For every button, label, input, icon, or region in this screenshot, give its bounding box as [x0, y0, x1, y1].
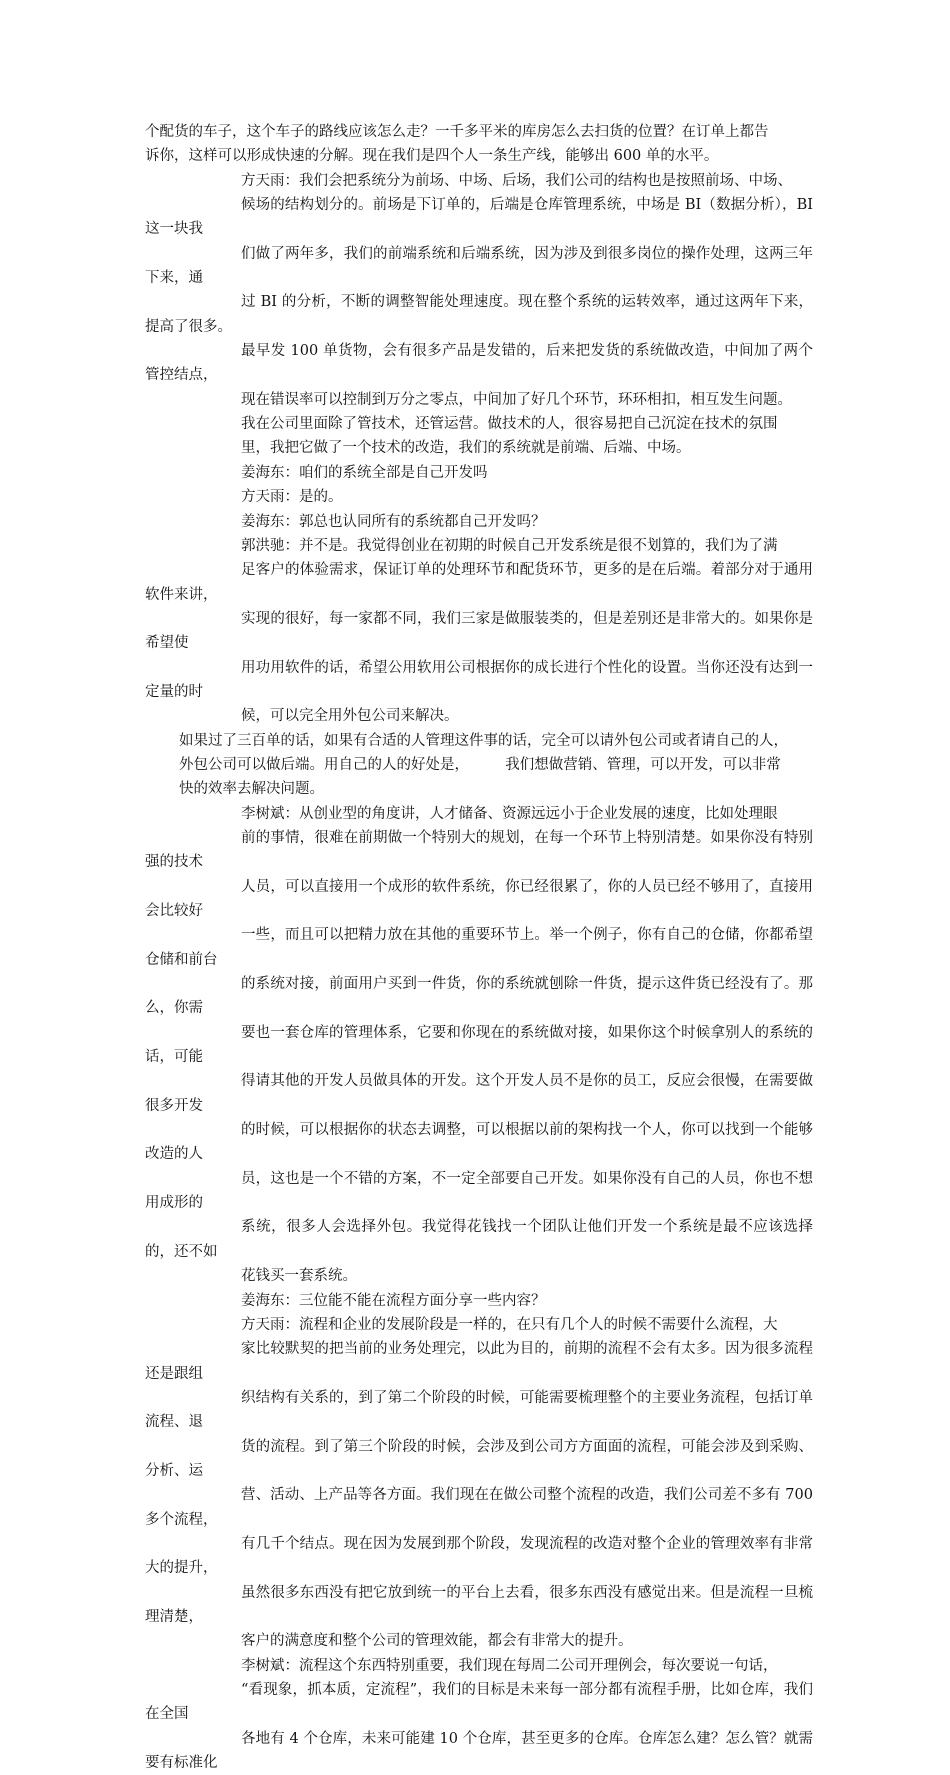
text-line: 外包公司可以做后端。用自己的人的好处是， 我们想做营销、管理，可以开发，可以非常: [179, 756, 781, 773]
text-line: 织结构有关系的，到了第二个阶段的时候，可能需要梳理整个的主要业务流程，包括订单流程、退: [145, 1389, 813, 1431]
text-line: 们做了两年多，我们的前端系统和后端系统，因为涉及到很多岗位的操作处理，这两三年下来，通: [145, 245, 813, 287]
text-line: 候，可以完全用外包公司来解决。: [241, 708, 459, 725]
paragraph: [145, 1654, 813, 1775]
text-line: “看现象，抓本质，定流程”，我们的目标是未来每一部分都有流程手册，比如仓库，我们在全国: [145, 1682, 813, 1723]
text-line: 我在公司里面除了管技术，还管运营。做技术的人，很容易把自己沉淀在技术的氛围: [241, 416, 778, 433]
text-line: 花钱买一套系统。: [241, 1268, 357, 1285]
paragraph: [145, 802, 813, 1289]
text-line: 方天雨：我们会把系统分为前场、中场、后场，我们公司的结构也是按照前场、中场、: [241, 172, 792, 189]
document-page: [145, 120, 813, 1775]
text-line: 郭洪驰：并不是。我觉得创业在初期的时候自己开发系统是很不划算的，我们为了满: [241, 537, 778, 554]
text-line: 过 BI 的分析，不断的调整智能处理速度。现在整个系统的运转效率，通过这两年下来，提高了很多。: [145, 294, 813, 335]
paragraph: [145, 1289, 813, 1313]
text-line: 家比较默契的把当前的业务处理完，以此为目的，前期的流程不会有太多。因为很多流程还是跟组: [145, 1341, 813, 1382]
paragraph: [145, 485, 813, 509]
paragraph: [145, 1313, 813, 1654]
paragraph: [145, 412, 813, 461]
paragraph: [145, 461, 813, 485]
text-line: 有几千个结点。现在因为发展到那个阶段，发现流程的改造对整个企业的管理效率有非常大的提升，: [145, 1535, 813, 1577]
text-line: 诉你，这样可以形成快速的分解。现在我们是四个人一条生产线，能够出 600 单的水平。: [145, 148, 719, 165]
text-line: 营、活动、上产品等各方面。我们现在在做公司整个流程的改造，我们公司差不多有 700 多个流程，: [145, 1487, 813, 1528]
text-line: 要也一套仓库的管理体系，它要和你现在的系统做对接，如果你这个时候拿别人的系统的话，可能: [145, 1024, 813, 1066]
text-line: 各地有 4 个仓库，未来可能建 10 个仓库，甚至更多的仓库。仓库怎么建？怎么管？就需要有标准化: [145, 1730, 813, 1772]
text-line: 员，这也是一个不错的方案，不一定全部要自己开发。如果你没有自己的人员，你也不想用成形的: [145, 1170, 813, 1212]
paragraph: [145, 169, 813, 412]
text-line: 候场的结构划分的。前场是下订单的，后端是仓库管理系统，中场是 BI（数据分析），BI 这一块我: [145, 197, 813, 238]
text-line: 姜海东：郭总也认同所有的系统都自己开发吗？: [241, 513, 546, 530]
text-line: 客户的满意度和整个公司的管理效能，都会有非常大的提升。: [241, 1633, 633, 1650]
text-line: 的系统对接，前面用户买到一件货，你的系统就刨除一件货，提示这件货已经没有了。那么，你需: [145, 976, 813, 1017]
text-line: 用功用软件的话，希望公用软用公司根据你的成长进行个性化的设置。当你还没有达到一定量的时: [145, 659, 813, 700]
text-line: 虽然很多东西没有把它放到统一的平台上去看，很多东西没有感觉出来。但是流程一旦梳理清楚，: [145, 1584, 813, 1625]
text-line: 足客户的体验需求，保证订单的处理环节和配货环节，更多的是在后端。着部分对于通用软件来讲，: [145, 562, 813, 603]
text-line: 实现的很好，每一家都不同，我们三家是做服装类的，但是差别还是非常大的。如果你是希望使: [145, 610, 813, 652]
text-line: 系统，很多人会选择外包。我觉得花钱找一个团队让他们开发一个系统是最不应该选择的，还不如: [145, 1219, 813, 1260]
text-line: 最早发 100 单货物，会有很多产品是发错的，后来把发货的系统做改造，中间加了两个管控结点，: [145, 343, 813, 384]
text-line: 的时候，可以根据你的状态去调整，可以根据以前的架构找一个人，你可以找到一个能够改造的人: [145, 1122, 813, 1163]
text-line: 货的流程。到了第三个阶段的时候，会涉及到公司方方面面的流程，可能会涉及到采购、分析、运: [145, 1438, 813, 1479]
text-line: 姜海东：三位能不能在流程方面分享一些内容？: [241, 1292, 546, 1309]
text-line: 方天雨：流程和企业的发展阶段是一样的，在只有几个人的时候不需要什么流程，大: [241, 1316, 778, 1333]
text-line: 快的效率去解决问题。: [179, 781, 324, 798]
text-line: 李树斌：流程这个东西特别重要，我们现在每周二公司开理例会，每次要说一句话，: [241, 1657, 778, 1674]
text-line: 人员，可以直接用一个成形的软件系统，你已经很累了，你的人员已经不够用了，直接用会比较好: [145, 878, 813, 919]
paragraph: [145, 534, 813, 729]
paragraph: [145, 120, 813, 169]
text-line: 方天雨：是的。: [241, 489, 343, 506]
text-line: 李树斌：从创业型的角度讲，人才储备、资源远远小于企业发展的速度，比如处理眼: [241, 805, 778, 822]
text-line: 如果过了三百单的话，如果有合适的人管理这件事的话，完全可以请外包公司或者请自己的人，: [179, 732, 788, 749]
text-line: 现在错误率可以控制到万分之零点，中间加了好几个环节，环环相扣，相互发生问题。: [241, 391, 792, 408]
text-line: 前的事情，很难在前期做一个特别大的规划，在每一个环节上特别清楚。如果你没有特别强的技术: [145, 829, 813, 871]
text-line: 里，我把它做了一个技术的改造，我们的系统就是前端、后端、中场。: [241, 440, 691, 457]
text-line: 个配货的车子，这个车子的路线应该怎么走？一千多平米的库房怎么去扫货的位置？在订单上都告: [145, 124, 769, 140]
text-line: 得请其他的开发人员做具体的开发。这个开发人员不是你的员工，反应会很慢，在需要做很多开发: [145, 1073, 813, 1114]
paragraph: [145, 729, 813, 802]
text-line: 一些，而且可以把精力放在其他的重要环节上。举一个例子，你有自己的仓储，你都希望仓储和前台: [145, 927, 813, 968]
paragraph: [145, 510, 813, 534]
text-line: 姜海东：咱们的系统全部是自己开发吗: [241, 464, 488, 481]
